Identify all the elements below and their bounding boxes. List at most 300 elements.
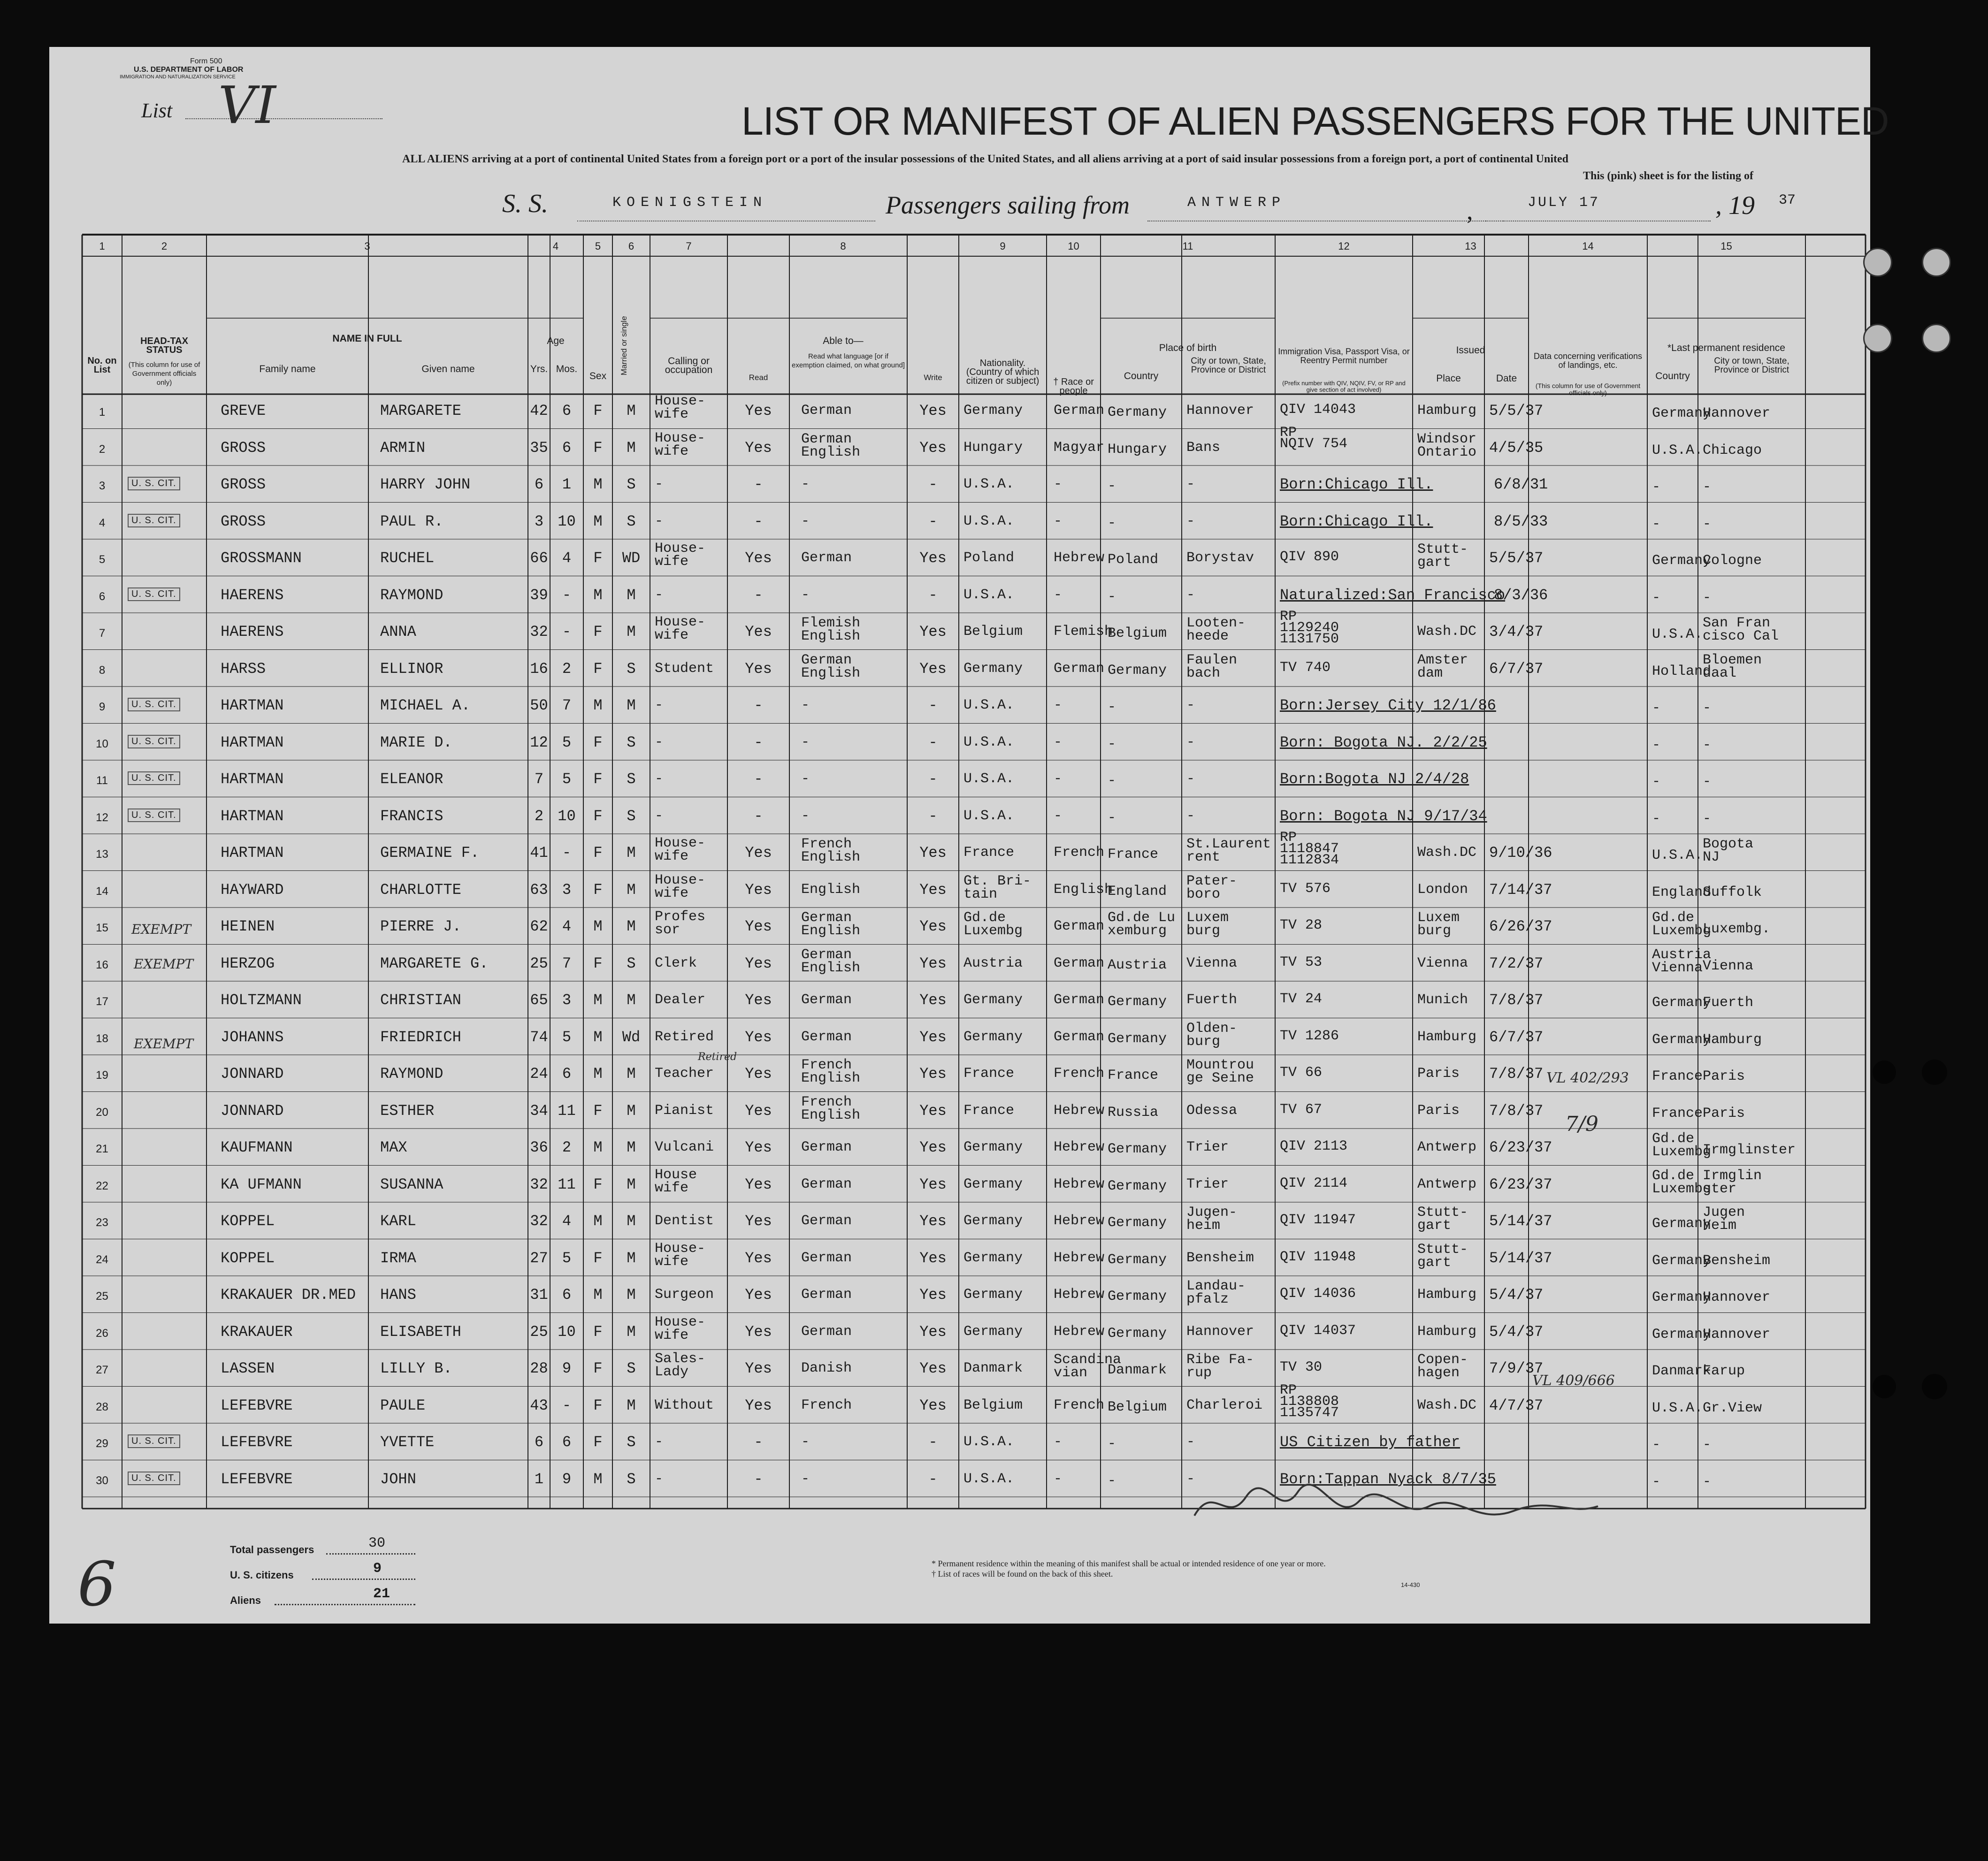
residence-city: Bensheim [1703, 1252, 1771, 1269]
can-write: Yes [919, 402, 947, 419]
issued-date: 7/9/37 [1489, 1360, 1544, 1377]
issued-place: Antwerp [1417, 1176, 1477, 1192]
family-name: HOLTZMANN [221, 992, 302, 1009]
family-name: GREVE [221, 402, 266, 419]
birth-record-note: Born:Bogota NJ 2/4/28 [1280, 770, 1469, 788]
age-years: 31 [530, 1286, 548, 1304]
can-write: - [928, 476, 938, 493]
us-citizen-stamp: U. S. CIT. [128, 1472, 180, 1485]
age-months: 7 [562, 954, 572, 972]
ship-name: KOENIGSTEIN [612, 195, 768, 211]
age-years: 32 [530, 623, 548, 641]
year-prefix: , 19 [1715, 191, 1755, 220]
birth-record-date: 6/8/31 [1494, 476, 1548, 493]
can-write: Yes [919, 1213, 947, 1230]
row-number: 13 [96, 848, 108, 861]
row-number: 6 [99, 590, 106, 603]
language: - [801, 1434, 810, 1450]
family-name: HEINEN [221, 918, 275, 935]
occupation: House wife [655, 1167, 697, 1196]
residence-city: Vienna [1703, 958, 1754, 974]
race: Hebrew [1054, 1213, 1105, 1229]
issued-place: Amster dam [1417, 652, 1468, 681]
occupation: House- wife [655, 835, 706, 864]
header-issued-place: Place [1436, 373, 1461, 384]
us-citizen-stamp: U. S. CIT. [128, 698, 180, 711]
occupation: - [655, 513, 664, 529]
residence-city: Fuerth [1703, 995, 1754, 1011]
binder-hole [1922, 1060, 1947, 1085]
sex: F [593, 807, 603, 825]
can-read: - [754, 586, 763, 604]
birth-city: Odessa [1186, 1102, 1238, 1119]
can-write: Yes [919, 1323, 947, 1341]
issued-date: 9/10/36 [1489, 844, 1552, 862]
birth-city: Borystav [1186, 550, 1254, 566]
sex: F [593, 1360, 603, 1377]
us-citizen-stamp: U. S. CIT. [128, 587, 180, 601]
nationality: Germany [963, 1139, 1023, 1155]
age-months: 5 [562, 733, 572, 751]
issued-date: 5/5/37 [1489, 402, 1544, 419]
can-read: Yes [745, 623, 772, 641]
residence-country: Holland [1652, 663, 1712, 679]
can-write: Yes [919, 1102, 947, 1120]
issued-date: 6/23/37 [1489, 1175, 1552, 1193]
birth-country: Germany [1108, 1178, 1167, 1194]
age-years: 1 [534, 1470, 544, 1488]
age-months: 10 [558, 807, 576, 825]
race: French [1054, 1397, 1105, 1413]
header-married: Married or single [619, 316, 628, 375]
age-months: 10 [558, 1323, 576, 1341]
issued-date: 5/4/37 [1489, 1323, 1544, 1341]
age-years: 2 [534, 807, 544, 825]
birth-record-note: Born:Tappan Nyack 8/7/35 [1280, 1470, 1496, 1488]
language: German [801, 1250, 852, 1266]
nationality: U.S.A. [963, 808, 1015, 824]
issued-place: Paris [1417, 1066, 1460, 1082]
age-months: - [562, 1396, 572, 1414]
port-name: ANTWERP [1187, 195, 1286, 211]
row-number: 30 [96, 1474, 108, 1487]
given-name: MARIE D. [380, 733, 452, 751]
header-place-of-birth: Place of birth [1159, 343, 1217, 353]
header-name-in-full: NAME IN FULL [332, 333, 402, 344]
verification-19: 7/9 [1565, 1112, 1598, 1136]
family-name: KA UFMANN [221, 1175, 302, 1193]
column-number: 11 [1182, 240, 1193, 252]
issued-date: 5/14/37 [1489, 1213, 1552, 1230]
residence-country: Germany [1652, 1289, 1712, 1305]
occupation: - [655, 808, 664, 824]
can-write: - [928, 1470, 938, 1488]
sex: F [593, 660, 603, 678]
nationality: Hungary [963, 439, 1023, 456]
can-write: Yes [919, 439, 947, 457]
binder-hole [1863, 324, 1892, 353]
language: German [801, 550, 852, 566]
residence-country: - [1652, 700, 1661, 716]
can-write: Yes [919, 1360, 947, 1377]
age-months: 11 [558, 1102, 576, 1120]
residence-country: Gd.de Luxembg [1652, 1167, 1712, 1197]
can-read: Yes [745, 1286, 772, 1304]
birth-city: Trier [1186, 1176, 1229, 1192]
issued-place: London [1417, 881, 1468, 898]
row-number: 16 [96, 958, 108, 971]
given-name: SUSANNA [380, 1175, 443, 1193]
age-months: 6 [562, 1286, 572, 1304]
sex: M [593, 476, 603, 493]
age-months: 6 [562, 439, 572, 457]
sex: M [593, 697, 603, 714]
marital-status: M [627, 918, 636, 935]
occupation: Teacher [655, 1066, 714, 1082]
row-number: 29 [96, 1437, 108, 1450]
birth-record-date: 8/3/36 [1494, 586, 1548, 604]
family-name: KAUFMANN [221, 1139, 293, 1156]
occupation: House- wife [655, 393, 706, 422]
us-citizen-stamp: U. S. CIT. [128, 808, 180, 822]
occupation: Without [655, 1397, 714, 1413]
can-read: Yes [745, 1139, 772, 1156]
inspector-signature [1185, 1478, 1607, 1534]
occupation: - [655, 771, 664, 787]
age-years: 62 [530, 918, 548, 935]
race: Hebrew [1054, 1250, 1105, 1266]
row-number: 4 [99, 516, 106, 529]
language: German [801, 1287, 852, 1303]
manifest-sheet [49, 47, 1889, 1624]
language: German [801, 403, 852, 419]
row-number: 8 [99, 664, 106, 677]
marital-status: M [627, 1323, 636, 1341]
age-years: 3 [534, 512, 544, 530]
residence-city: San Fran cisco Cal [1703, 615, 1779, 644]
total-passengers-line [326, 1553, 415, 1555]
birth-country: Gd.de Lu xemburg [1108, 910, 1176, 939]
nationality: Poland [963, 550, 1015, 566]
nationality: France [963, 1066, 1015, 1082]
row-number: 1 [99, 406, 106, 419]
family-name: HARTMAN [221, 844, 284, 862]
race: German [1054, 1029, 1105, 1045]
binder-hole [1863, 248, 1892, 277]
header-family-name: Family name [259, 364, 316, 374]
sex: F [593, 402, 603, 419]
can-write: Yes [919, 1028, 947, 1046]
family-name: LEFEBVRE [221, 1470, 293, 1488]
form-number: Form 500 [190, 57, 222, 65]
issued-place: Wash.DC [1417, 624, 1477, 640]
language: German English [801, 431, 861, 460]
birth-city: - [1186, 513, 1195, 529]
marital-status: S [627, 660, 636, 678]
issued-place: Hamburg [1417, 403, 1477, 419]
header-head-tax-note: (This column for use of Government officials only) [128, 361, 200, 387]
occupation: House- wife [655, 1314, 706, 1343]
given-name: ESTHER [380, 1102, 435, 1120]
marital-status: S [627, 733, 636, 751]
header-head-tax: HEAD-TAX STATUS [140, 336, 188, 355]
language: - [801, 1471, 810, 1487]
given-name: MAX [380, 1139, 407, 1156]
row-number: 15 [96, 922, 108, 934]
residence-country: Austria Vienna [1652, 946, 1712, 976]
visa-number: TV 740 [1280, 659, 1331, 676]
header-issued: Issued [1456, 345, 1485, 356]
residence-country: - [1652, 810, 1661, 827]
age-years: 41 [530, 844, 548, 862]
occupation: Surgeon [655, 1287, 714, 1303]
marital-status: M [627, 881, 636, 899]
can-write: Yes [919, 623, 947, 641]
age-months: 5 [562, 1249, 572, 1267]
column-number: 2 [161, 240, 168, 252]
family-name: HARTMAN [221, 733, 284, 751]
can-read: Yes [745, 1028, 772, 1046]
marital-status: WD [622, 549, 641, 567]
residence-country: - [1652, 589, 1661, 606]
column-number: 12 [1338, 240, 1350, 252]
visa-number: TV 53 [1280, 954, 1323, 970]
residence-country: U.S.A. [1652, 847, 1703, 863]
age-months: 4 [562, 918, 572, 935]
language: English [801, 881, 861, 898]
birth-country: Danmark [1108, 1362, 1167, 1378]
can-write: - [928, 1434, 938, 1451]
given-name: HARRY JOHN [380, 476, 471, 493]
marital-status: M [627, 402, 636, 419]
birth-city: - [1186, 1434, 1195, 1450]
occupation-note-18: Retired [698, 1051, 737, 1063]
can-read: - [754, 807, 763, 825]
issued-place: Hamburg [1417, 1029, 1477, 1045]
sex: F [593, 733, 603, 751]
occupation: Dentist [655, 1213, 714, 1229]
occupation: - [655, 734, 664, 750]
birth-country: - [1108, 478, 1116, 494]
column-number: 3 [364, 240, 370, 252]
residence-city: Hannover [1703, 405, 1771, 421]
birth-city: Jugen- heim [1186, 1205, 1238, 1234]
race: - [1054, 1434, 1063, 1450]
marital-status: S [627, 512, 636, 530]
family-name: HARSS [221, 660, 266, 678]
family-name: HAYWARD [221, 881, 284, 899]
nationality: Germany [963, 1250, 1023, 1266]
given-name: KARL [380, 1213, 416, 1230]
birth-country: Germany [1108, 1325, 1167, 1342]
residence-city: - [1703, 700, 1712, 716]
nationality: Gt. Bri- tain [963, 873, 1032, 902]
given-name: MARGARETE [380, 402, 461, 419]
issued-date: 7/14/37 [1489, 881, 1552, 899]
issued-place: Stutt- gart [1417, 1241, 1468, 1271]
birth-city: Bans [1186, 439, 1221, 456]
aliens-label: Aliens [230, 1594, 261, 1606]
can-read: Yes [745, 1396, 772, 1414]
row-number: 24 [96, 1253, 108, 1266]
race: German [1054, 992, 1105, 1008]
nationality: U.S.A. [963, 771, 1015, 787]
can-read: Yes [745, 439, 772, 457]
birth-country: - [1108, 809, 1116, 826]
given-name: RAYMOND [380, 1065, 443, 1083]
residence-city: - [1703, 516, 1712, 532]
row-number: 28 [96, 1400, 108, 1413]
given-name: ELISABETH [380, 1323, 461, 1341]
residence-country: Germany [1652, 995, 1712, 1011]
language: - [801, 697, 810, 713]
residence-city: - [1703, 1437, 1712, 1453]
age-months: 6 [562, 1065, 572, 1083]
exempt-mark-15: EXEMPT [134, 956, 193, 972]
can-write: Yes [919, 954, 947, 972]
residence-country: Gd.de Luxembg [1652, 910, 1712, 939]
column-number: 9 [1000, 240, 1006, 252]
nationality: Germany [963, 1287, 1023, 1303]
family-name: KOPPEL [221, 1249, 275, 1267]
age-years: 63 [530, 881, 548, 899]
age-months: - [562, 586, 572, 604]
header-visa-note: (Prefix number with QIV, NQIV, FV, or RP and give section of act involved) [1282, 380, 1406, 393]
marital-status: M [627, 1396, 636, 1414]
age-years: 36 [530, 1139, 548, 1156]
marital-status: S [627, 954, 636, 972]
residence-country: U.S.A. [1652, 626, 1703, 642]
us-citizens-value: 9 [373, 1561, 382, 1577]
birth-city: - [1186, 1471, 1195, 1487]
header-verification: Data concerning verifications of landings, etc. [1533, 351, 1643, 370]
can-read: - [754, 512, 763, 530]
exempt-mark-14: EXEMPT [131, 922, 191, 937]
birth-country: Germany [1108, 1215, 1167, 1231]
nationality: Germany [963, 660, 1023, 677]
birth-record-note: Born:Chicago Ill. [1280, 512, 1433, 530]
residence-country: U.S.A. [1652, 442, 1703, 458]
language: - [801, 476, 810, 492]
residence-country: Germany [1652, 553, 1712, 569]
sex: F [593, 954, 603, 972]
occupation: - [655, 476, 664, 492]
issued-date: 6/7/37 [1489, 660, 1544, 678]
family-name: LASSEN [221, 1360, 275, 1377]
nationality: U.S.A. [963, 697, 1015, 713]
birth-city: Hannover [1186, 403, 1254, 419]
birth-country: Germany [1108, 662, 1167, 679]
birth-country: Germany [1108, 994, 1167, 1010]
birth-record-date: 8/5/33 [1494, 512, 1548, 530]
marital-status: S [627, 1360, 636, 1377]
given-name: FRANCIS [380, 807, 443, 825]
given-name: PIERRE J. [380, 918, 461, 935]
race: Hebrew [1054, 1139, 1105, 1155]
race: Hebrew [1054, 550, 1105, 566]
can-read: Yes [745, 1249, 772, 1267]
visa-number: QIV 11948 [1280, 1249, 1356, 1265]
sex: M [593, 1213, 603, 1230]
nationality: U.S.A. [963, 587, 1015, 603]
footnote-residence: * Permanent residence within the meaning of this manifest shall be actual or intended residence of one year or more. [932, 1559, 1326, 1568]
residence-city: Hannover [1703, 1289, 1771, 1305]
language: - [801, 587, 810, 603]
binder-hole [1873, 1375, 1896, 1398]
occupation: - [655, 1471, 664, 1487]
birth-country: France [1108, 847, 1159, 862]
age-years: 39 [530, 586, 548, 604]
residence-city: Bogota NJ [1703, 836, 1754, 865]
sex: M [593, 1028, 603, 1046]
binder-hole [1922, 324, 1951, 353]
age-months: 3 [562, 881, 572, 899]
birth-city: Looten- heede [1186, 615, 1246, 644]
can-read: Yes [745, 549, 772, 567]
can-write: Yes [919, 1286, 947, 1304]
issued-place: Antwerp [1417, 1139, 1477, 1155]
residence-city: Paris [1703, 1068, 1745, 1084]
year-suffix: 37 [1779, 192, 1796, 208]
age-years: 74 [530, 1028, 548, 1046]
birth-country: Germany [1108, 1030, 1167, 1047]
row-number: 25 [96, 1290, 108, 1303]
visa-number: RP 1129240 1131750 [1280, 609, 1339, 647]
can-write: - [928, 807, 938, 825]
sailing-date: JULY 17 [1528, 195, 1600, 211]
birth-city: Bensheim [1186, 1250, 1254, 1266]
issued-place: Vienna [1417, 955, 1468, 971]
birth-record-note: Born:Chicago Ill. [1280, 476, 1433, 493]
issued-place: Wash.DC [1417, 1397, 1477, 1413]
residence-city: - [1703, 774, 1712, 790]
sex: F [593, 1102, 603, 1120]
occupation: Student [655, 660, 714, 677]
sex: F [593, 881, 603, 899]
race: - [1054, 771, 1063, 787]
family-name: HAERENS [221, 623, 284, 641]
birth-country: - [1108, 736, 1116, 752]
occupation: House- wife [655, 1240, 706, 1270]
can-read: Yes [745, 1213, 772, 1230]
header-birth-country: Country [1124, 371, 1159, 381]
birth-record-note: Born:Jersey City 12/1/86 [1280, 697, 1496, 714]
age-years: 28 [530, 1360, 548, 1377]
column-number: 8 [840, 240, 846, 252]
birth-country: - [1108, 699, 1116, 715]
manifest-title: LIST OR MANIFEST OF ALIEN PASSENGERS FOR THE UNITED [742, 99, 1889, 143]
header-visa: Immigration Visa, Passport Visa, or Reentry Permit number [1278, 347, 1410, 365]
nationality: Danmark [963, 1360, 1023, 1376]
language: German [801, 1176, 852, 1192]
race: French [1054, 1066, 1105, 1082]
row-number: 14 [96, 885, 108, 898]
marital-status: S [627, 476, 636, 493]
marital-status: M [627, 1213, 636, 1230]
birth-country: Hungary [1108, 441, 1167, 458]
row-number: 21 [96, 1143, 108, 1155]
residence-city: - [1703, 737, 1712, 753]
language: German [801, 1139, 852, 1155]
family-name: GROSS [221, 476, 266, 493]
issued-date: 5/14/37 [1489, 1249, 1552, 1267]
race: - [1054, 513, 1063, 529]
header-yrs: Yrs. [530, 364, 548, 374]
marital-status: M [627, 1102, 636, 1120]
residence-city: Suffolk [1703, 884, 1762, 900]
family-name: KRAKAUER [221, 1323, 293, 1341]
language: Danish [801, 1360, 852, 1376]
